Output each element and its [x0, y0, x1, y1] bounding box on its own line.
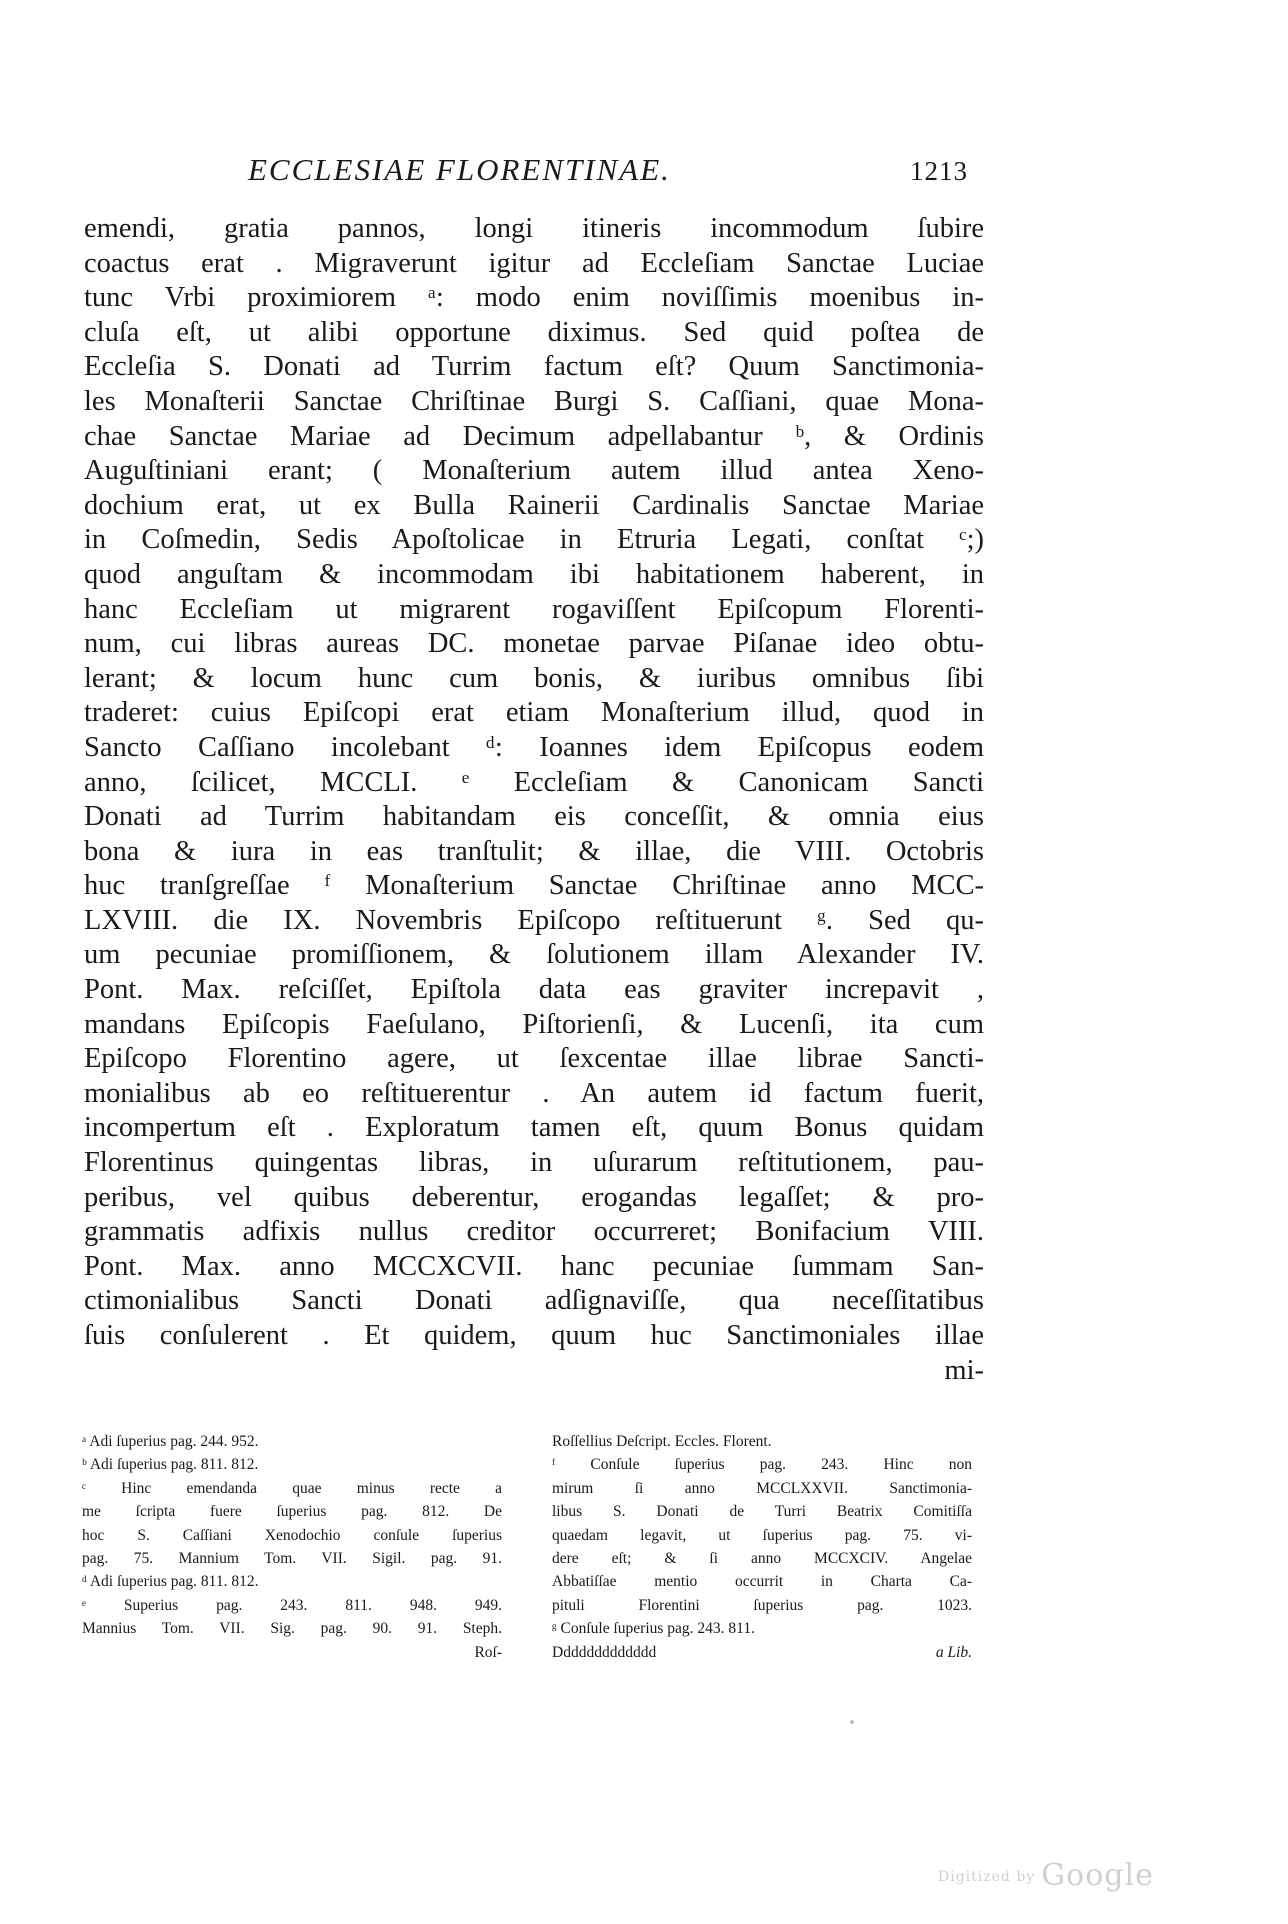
text-line: chae Sanctae Mariae ad Decimum adpellabantur ᵇ, & Ordinis [84, 420, 984, 452]
text-line: Florentinus quingentas libras, in uſurarum reſtitutionem, pau- [84, 1147, 984, 1179]
footnotes-right-column [552, 1430, 972, 1664]
footnote-line: Mannius Tom. VII. Sig. pag. 90. 91. Steph. [82, 1620, 502, 1638]
text-line: Auguſtiniani erant; ( Monaſterium autem illud antea Xeno- [84, 455, 984, 487]
text-line: huc tranſgreſſae ᶠ Monaſterium Sanctae Chriſtinae anno MCC- [84, 870, 984, 902]
footnote-line: dere eſt; & ſi anno MCCXCIV. Angelae [552, 1549, 972, 1567]
text-line: mandans Epiſcopis Faeſulano, Piſtorienſi, & Lucenſi, ita cum [84, 1008, 984, 1040]
text-line: incompertum eſt . Exploratum tamen eſt, quum Bonus quidam [84, 1112, 984, 1144]
text-line: peribus, vel quibus deberentur, erogandas legaſſet; & pro- [84, 1181, 984, 1213]
page-number: 1213 [910, 156, 968, 186]
footnote-line: pituli Florentini ſuperius pag. 1023. [552, 1596, 972, 1614]
text-line: Pont. Max. reſciſſet, Epiſtola data eas graviter increpavit , [84, 974, 984, 1006]
running-head [248, 152, 968, 192]
digitized-watermark [938, 1858, 1154, 1893]
running-title: ECCLESIAE FLORENTINAE. [248, 152, 671, 187]
text-line: Donati ad Turrim habitandam eis conceſſit, & omnia eius [84, 801, 984, 833]
footnote-line: libus S. Donati de Turri Beatrix Comitiſſa [552, 1503, 972, 1521]
text-line: ſuis conſulerent . Et quidem, quum huc Sanctimoniales illae [84, 1320, 984, 1351]
footnote-line: ᵉ Superius pag. 243. 811. 948. 949. [82, 1596, 502, 1614]
catchword: a Lib. [935, 1643, 972, 1661]
main-text [84, 212, 984, 1388]
signature-mark: Ddddddddddddd [552, 1643, 657, 1661]
text-line: Eccleſia S. Donati ad Turrim factum eſt? Quum Sanctimonia- [84, 351, 984, 383]
text-line: LXVIII. die IX. Novembris Epiſcopo reſtituerunt ᵍ. Sed qu- [84, 904, 984, 936]
text-line: coactus erat . Migraverunt igitur ad Eccleſiam Sanctae Luciae [84, 247, 984, 279]
watermark-brand: Google [1041, 1858, 1154, 1893]
footnote-line: Abbatiſſae mentio occurrit in Charta Ca- [552, 1573, 972, 1591]
text-line: tunc Vrbi proximiorem ᵃ: modo enim noviſſimis moenibus in- [84, 282, 984, 314]
text-line: les Monaſterii Sanctae Chriſtinae Burgi S. Caſſiani, quae Mona- [84, 385, 984, 417]
footnote-line: ᵇ Adi ſuperius pag. 811. 812. [82, 1456, 259, 1474]
text-line: anno, ſcilicet, MCCLI. ᵉ Eccleſiam & Canonicam Sancti [84, 766, 984, 798]
footnote-line: ᵍ Conſule ſuperius pag. 243. 811. [552, 1620, 755, 1638]
text-line: Epiſcopo Florentino agere, ut ſexcentae illae librae Sancti- [84, 1043, 984, 1075]
footnote-line: ᶠ Conſule ſuperius pag. 243. Hinc non [552, 1456, 972, 1474]
text-line: bona & iura in eas tranſtulit; & illae, die VIII. Octobris [84, 835, 984, 867]
footnote-line: Roſſellius Deſcript. Eccles. Florent. [552, 1433, 772, 1450]
footnote-line: mirum ſi anno MCCLXXVII. Sanctimonia- [552, 1479, 972, 1497]
footnote-line: pag. 75. Mannium Tom. VII. Sigil. pag. 91. [82, 1549, 502, 1567]
text-line: cluſa eſt, ut alibi opportune diximus. Sed quid poſtea de [84, 316, 984, 348]
text-line: emendi, gratia pannos, longi itineris incommodum ſubire [84, 213, 984, 244]
text-line: Pont. Max. anno MCCXCVII. hanc pecuniae ſummam San- [84, 1250, 984, 1282]
text-line: um pecuniae promiſſionem, & ſolutionem illam Alexander IV. [84, 939, 984, 971]
text-line: Sancto Caſſiano incolebant ᵈ: Ioannes idem Epiſcopus eodem [84, 731, 984, 763]
text-line: traderet: cuius Epiſcopi erat etiam Monaſterium illud, quod in [84, 697, 984, 729]
footnote-line: ᵃ Adi ſuperius pag. 244. 952. [82, 1433, 259, 1450]
print-speck [850, 1720, 854, 1724]
footnotes-left-column [82, 1430, 502, 1664]
text-line: monialibus ab eo reſtituerentur . An autem id factum fuerit, [84, 1077, 984, 1109]
text-line: lerant; & locum hunc cum bonis, & iuribus omnibus ſibi [84, 662, 984, 694]
text-line: in Coſmedin, Sedis Apoſtolicae in Etruria Legati, conſtat ᶜ;) [84, 524, 984, 556]
watermark-prefix: Digitized by [938, 1869, 1036, 1885]
text-line: ctimonialibus Sancti Donati adſignaviſſe, qua neceſſitatibus [84, 1285, 984, 1317]
text-line: num, cui libras aureas DC. monetae parvae Piſanae ideo obtu- [84, 628, 984, 660]
footnote-line: hoc S. Caſſiani Xenodochio conſule ſuperius [82, 1526, 502, 1544]
text-line: grammatis adfixis nullus creditor occurreret; Bonifacium VIII. [84, 1216, 984, 1248]
text-line: hanc Eccleſiam ut migrarent rogaviſſent Epiſcopum Florenti- [84, 593, 984, 625]
text-line: mi- [944, 1354, 984, 1386]
footnote-line: ᶜ Hinc emendanda quae minus recte a [82, 1479, 502, 1497]
footnote-line: Roſ- [474, 1643, 502, 1661]
footnote-line: me ſcripta fuere ſuperius pag. 812. De [82, 1503, 502, 1521]
text-line: quod anguſtam & incommodam ibi habitationem haberent, in [84, 558, 984, 590]
footnote-line: quaedam legavit, ut ſuperius pag. 75. vi- [552, 1526, 972, 1544]
text-line: dochium erat, ut ex Bulla Rainerii Cardinalis Sanctae Mariae [84, 489, 984, 521]
signature-line [552, 1641, 972, 1664]
footnote-line: ᵈ Adi ſuperius pag. 811. 812. [82, 1573, 259, 1591]
